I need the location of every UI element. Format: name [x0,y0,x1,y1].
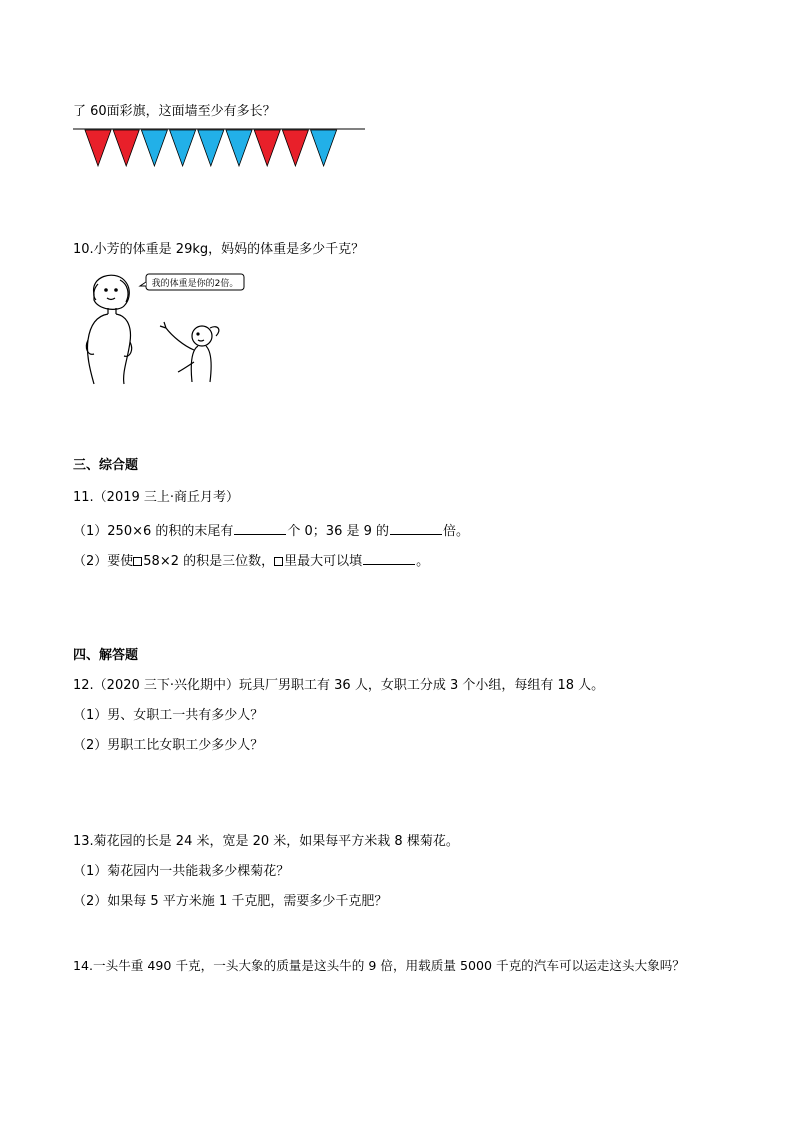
q13-part-2: （2）如果每 5 平方米施 1 千克肥，需要多少千克肥？ [73,894,388,909]
mother-daughter-illustration [80,270,250,386]
q12-part-1: （1）男、女职工一共有多少人？ [73,708,264,723]
speech-text: 我的体重是你的2倍。 [151,279,239,289]
flag-blue-6 [226,130,252,166]
flag-red-7 [254,130,280,166]
mother-figure [86,275,131,384]
flag-blue-4 [170,130,196,166]
answer-blank-2[interactable] [390,522,442,535]
q11-1-text-b: 个 0；36 是 9 的 [287,524,390,539]
q12-text: 12.（2020 三下·兴化期中）玩具厂男职工有 36 人，女职工分成 3 个小组，每组有 18 人。 [73,678,605,693]
q11-part-2 [73,552,429,570]
q11-text: 11.（2019 三上·商丘月考） [73,490,240,505]
q12-part-2: （2）男职工比女职工少多少人？ [73,738,264,753]
q11-2-text-c: 里最大可以填 [284,554,363,569]
q11-part-1 [73,522,469,540]
q14-text: 14.一头牛重 490 千克，一头大象的质量是这头牛的 9 倍，用载质量 5000 千克的汽车可以运走这头大象吗？ [73,958,685,973]
flag-banner [73,128,365,168]
q11-2-text-a: （2）要使 [73,554,134,569]
q13-part-1: （1）菊花园内一共能栽多少棵菊花？ [73,864,290,879]
flag-blue-3 [141,130,167,166]
flag-red-8 [282,130,308,166]
square-box-icon [274,557,283,566]
daughter-figure [160,322,219,382]
q11-1-text-c: 倍。 [443,524,470,539]
answer-blank-3[interactable] [363,552,415,565]
flag-blue-5 [198,130,224,166]
q10-text: 10.小芳的体重是 29kg，妈妈的体重是多少千克？ [73,242,365,257]
section-3-heading: 三、综合题 [73,458,139,473]
q9-tail-text: 了 60面彩旗，这面墙至少有多长？ [73,104,276,119]
q11-2-text-b: 58×2 的积是三位数， [143,554,275,569]
answer-blank-1[interactable] [234,522,286,535]
flag-red-2 [113,130,139,166]
square-box-icon [133,557,142,566]
q11-2-text-d: 。 [416,554,430,569]
flag-blue-9 [311,130,337,166]
flags-group [85,130,337,166]
q13-text: 13.菊花园的长是 24 米，宽是 20 米，如果每平方米栽 8 棵菊花。 [73,834,459,849]
flag-red-1 [85,130,111,166]
q11-1-text-a: （1）250×6 的积的末尾有 [73,524,234,539]
section-4-heading: 四、解答题 [73,648,139,663]
